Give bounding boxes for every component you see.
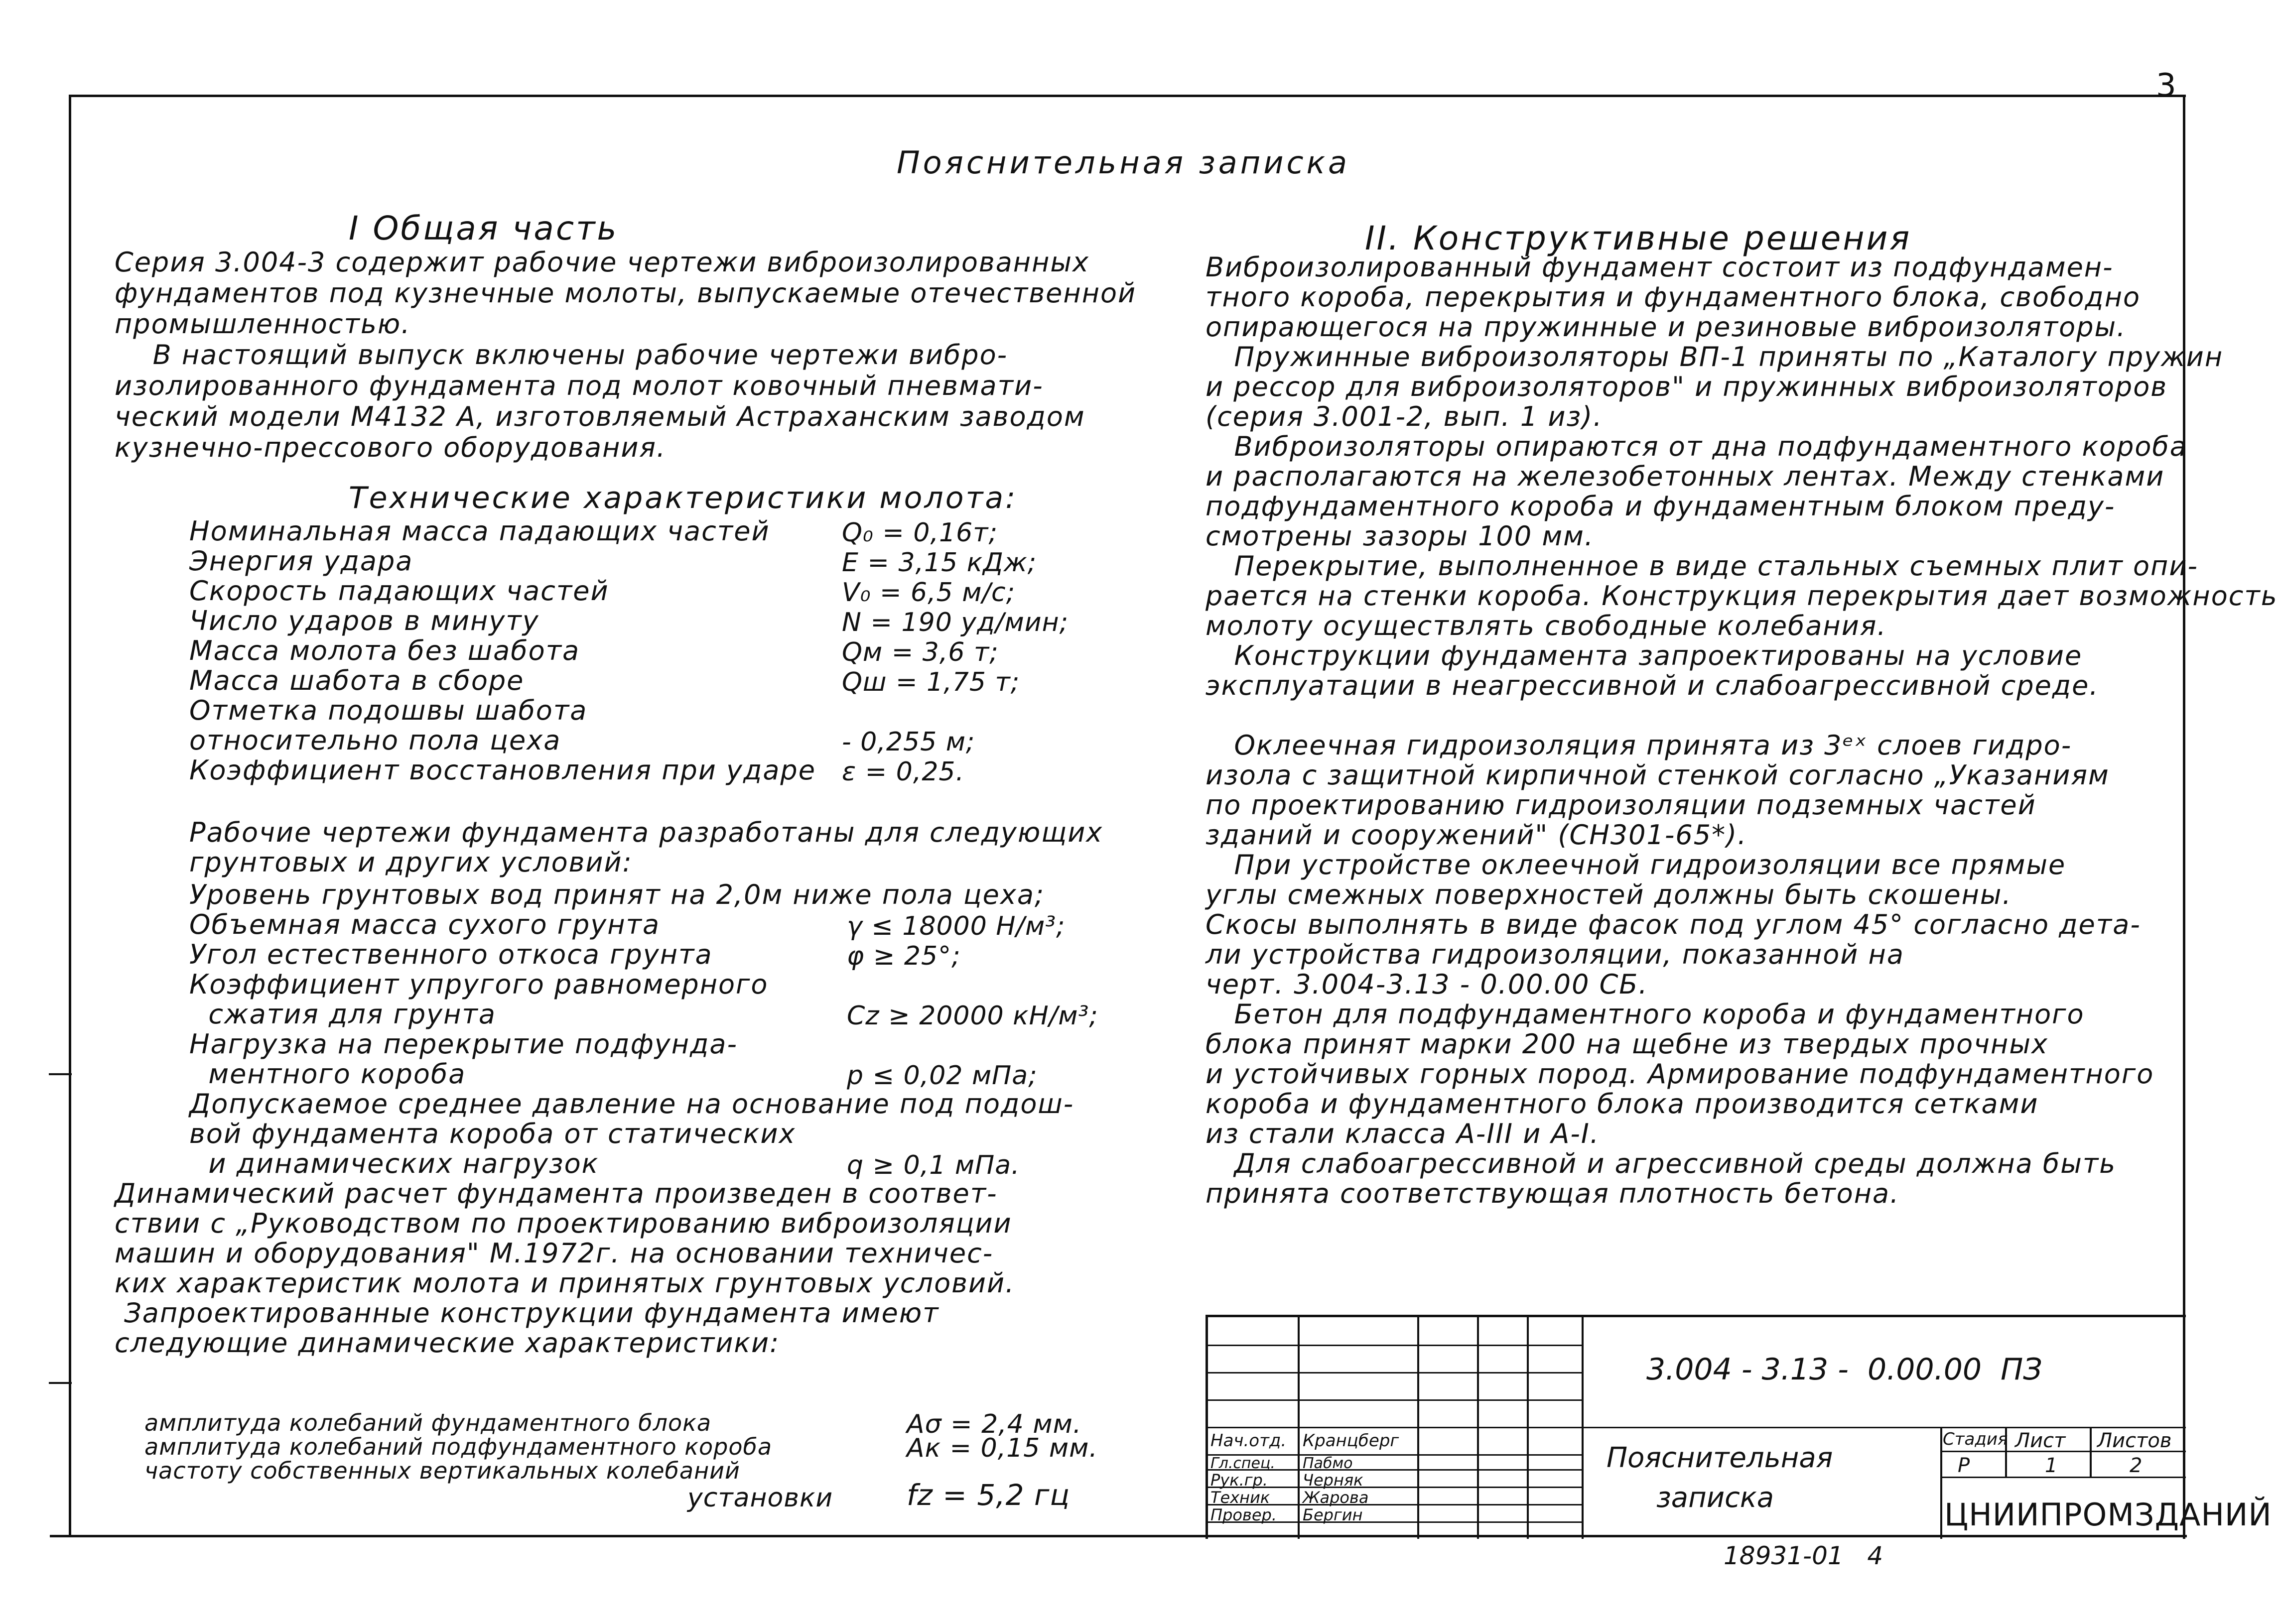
condition-row-label: Допускаемое среднее давление на основание под подош-: [189, 1088, 1074, 1120]
dynamic-text-line: следующие динамические характеристики:: [115, 1327, 780, 1359]
section-heading-general: I Общая часть: [349, 209, 619, 248]
doc-name: Пояснительная: [1607, 1442, 1833, 1474]
tech-heading: Технические характеристики молота:: [349, 481, 1018, 515]
section-heading-design: II. Конструктивные решения: [1365, 219, 1912, 257]
role: Рук.гр.: [1210, 1471, 1268, 1490]
design-line: Для слабоагрессивной и агрессивной среды должна быть: [1206, 1148, 2117, 1179]
sheets-value: 2: [2130, 1454, 2143, 1477]
role: Техник: [1210, 1488, 1270, 1507]
tech-row-value: Qш = 1,75 т;: [842, 667, 1020, 697]
dynamic-text-line: ствии с „Руководством по проектированию виброизоляции: [115, 1208, 1012, 1239]
page-title: Пояснительная записка: [897, 144, 1350, 181]
footer-code: 18931-01 4: [1724, 1541, 1883, 1570]
organization: ЦНИИПРОМЗДАНИЙ: [1944, 1497, 2272, 1533]
design-line: Пружинные виброизоляторы ВП-1 приняты по „Каталогу пружин: [1206, 341, 2224, 373]
design-line: Оклеечная гидроизоляция принята из 3ᵉˣ слоев гидро-: [1206, 730, 2072, 761]
margin-tick: [49, 1382, 72, 1384]
design-line: по проектированию гидроизоляции подземных частей: [1206, 789, 2036, 821]
intro-line: кузнечно-прессового оборудования.: [115, 432, 667, 463]
design-line: ли устройства гидроизоляции, показанной на: [1206, 939, 1904, 970]
condition-row-label: и динамических нагрузок: [189, 1148, 599, 1179]
dynamic-row-label: частоту собственных вертикальных колебаний: [144, 1457, 740, 1484]
tech-row-label: Отметка подошвы шабота: [189, 695, 588, 726]
tech-row-value: E = 3,15 кДж;: [842, 548, 1037, 578]
dynamic-text-line: Запроектированные конструкции фундамента имеют: [115, 1297, 939, 1329]
design-line: короба и фундаментного блока производится сетками: [1206, 1088, 2039, 1120]
design-line: углы смежных поверхностей должны быть скошены.: [1206, 879, 2012, 910]
dynamic-text-line: машин и оборудования" М.1972г. на основании техничес-: [115, 1238, 994, 1269]
design-line: из стали класса А-III и А-I.: [1206, 1118, 1600, 1149]
design-line: и рессор для виброизоляторов" и пружинных виброизоляторов: [1206, 371, 2168, 402]
doc-code: 3.004 - 3.13 - 0.00.00 ПЗ: [1646, 1352, 2042, 1387]
design-line: Виброизоляторы опираются от дна подфундаментного короба: [1206, 431, 2187, 462]
design-line: рается на стенки короба. Конструкция перекрытия дает возможность: [1206, 580, 2278, 612]
condition-row-value: p ≤ 0,02 мПа;: [847, 1061, 1038, 1091]
signer-name: Пабмо: [1303, 1455, 1353, 1472]
signer-name: Жарова: [1303, 1488, 1369, 1507]
tech-row-label: относительно пола цеха: [189, 725, 561, 756]
tech-row-label: Энергия удара: [189, 545, 413, 577]
sheet-label: Лист: [2015, 1429, 2066, 1452]
condition-row-value: Cz ≥ 20000 кН/м³;: [847, 1001, 1098, 1031]
dynamic-row-label: амплитуда колебаний подфундаментного короба: [144, 1433, 773, 1460]
dynamic-text-line: ких характеристик молота и принятых грунтовых условий.: [115, 1267, 1015, 1299]
tech-row-label: Номинальная масса падающих частей: [189, 515, 770, 547]
role: Провер.: [1210, 1505, 1277, 1524]
design-line: Скосы выполнять в виде фасок под углом 45° согласно дета-: [1206, 909, 2141, 940]
condition-row-label: сжатия для грунта: [189, 999, 496, 1030]
design-line: блока принят марки 200 на щебне из твердых прочных: [1206, 1028, 2048, 1060]
design-line: и располагаются на железобетонных лентах. Между стенками: [1206, 461, 2165, 492]
sheets-label: Листов: [2097, 1429, 2172, 1452]
tech-row-label: Масса молота без шабота: [189, 635, 580, 666]
condition-row-label: Коэффициент упругого равномерного: [189, 969, 769, 1000]
intro-line: фундаментов под кузнечные молоты, выпускаемые отечественной: [115, 277, 1137, 309]
intro-line: ческий модели М4132 А, изготовляемый Астраханским заводом: [115, 401, 1085, 432]
conditions-intro-line: Рабочие чертежи фундамента разработаны для следующих: [189, 817, 1103, 848]
dynamic-text-line: Динамический расчет фундамента произведен в соответ-: [115, 1178, 998, 1209]
design-line: принята соответствующая плотность бетона.: [1206, 1178, 1900, 1209]
condition-row-label: Нагрузка на перекрытие подфунда-: [189, 1028, 738, 1060]
design-line: подфундаментного короба и фундаментным блоком преду-: [1206, 491, 2116, 522]
intro-line: промышленностью.: [115, 308, 411, 340]
tech-row-label: Коэффициент восстановления при ударе: [189, 754, 816, 786]
signer-name: Бергин: [1303, 1505, 1363, 1524]
sheet-value: 1: [2045, 1454, 2058, 1477]
intro-line: изолированного фундамента под молот ковочный пневмати-: [115, 370, 1044, 401]
condition-row-value: γ ≤ 18000 Н/м³;: [847, 911, 1066, 941]
intro-line: Серия 3.004-3 содержит рабочие чертежи виброизолированных: [115, 247, 1089, 278]
dynamic-row-value: Aк = 0,15 мм.: [907, 1433, 1098, 1463]
conditions-intro-line: грунтовых и других условий:: [189, 847, 633, 878]
role: Нач.отд.: [1210, 1431, 1287, 1451]
design-line: опирающегося на пружинные и резиновые виброизоляторы.: [1206, 311, 2127, 343]
stage-value: Р: [1958, 1454, 1970, 1477]
design-line: При устройстве оклеечной гидроизоляции все прямые: [1206, 849, 2066, 880]
design-line: Виброизолированный фундамент состоит из подфундамен-: [1206, 251, 2114, 283]
dynamic-row-label: установки: [687, 1483, 833, 1513]
margin-tick: [49, 1073, 72, 1075]
tech-row-value: N = 190 уд/мин;: [842, 608, 1069, 637]
title-block: [1206, 1315, 2272, 1539]
condition-row-value: q ≥ 0,1 мПа.: [847, 1150, 1020, 1180]
tech-row-label: Число ударов в минуту: [189, 605, 539, 636]
condition-row-label: Объемная масса сухого грунта: [189, 909, 661, 940]
condition-row-label: вой фундамента короба от статических: [189, 1118, 796, 1149]
condition-row-label: ментного короба: [189, 1058, 466, 1090]
design-line: молоту осуществлять свободные колебания.: [1206, 610, 1887, 641]
tech-row-value: V₀ = 6,5 м/с;: [842, 578, 1016, 608]
design-line: зданий и сооружений" (СН301-65*).: [1206, 819, 1747, 851]
condition-row-label: Уровень грунтовых вод принят на 2,0м ниже пола цеха;: [189, 879, 1045, 910]
tech-row-label: Масса шабота в сборе: [189, 665, 525, 696]
design-line: смотрены зазоры 100 мм.: [1206, 520, 1595, 552]
design-line: Бетон для подфундаментного короба и фундаментного: [1206, 999, 2085, 1030]
tech-row-value: ε = 0,25.: [842, 757, 965, 787]
signer-name: Кранцберг: [1303, 1431, 1399, 1451]
dynamic-row-value: Aσ = 2,4 мм.: [907, 1409, 1082, 1439]
page-number: 3: [2156, 67, 2176, 104]
design-line: Перекрытие, выполненное в виде стальных съемных плит опи-: [1206, 550, 2198, 582]
condition-row-label: Угол естественного откоса грунта: [189, 939, 713, 970]
doc-name-2: записка: [1656, 1482, 1774, 1514]
tech-row-value: - 0,255 м;: [842, 727, 975, 757]
tech-row-value: Qм = 3,6 т;: [842, 637, 999, 667]
signer-name: Черняк: [1303, 1471, 1363, 1490]
design-line: тного короба, перекрытия и фундаментного блока, свободно: [1206, 281, 2141, 313]
dynamic-row-label: амплитуда колебаний фундаментного блока: [144, 1409, 712, 1436]
intro-line: В настоящий выпуск включены рабочие чертежи вибро-: [115, 339, 1008, 371]
design-line: и устойчивых горных пород. Армирование подфундаментного: [1206, 1058, 2154, 1090]
tech-row-value: Q₀ = 0,16т;: [842, 518, 998, 548]
design-line: изола с защитной кирпичной стенкой согласно „Указаниям: [1206, 759, 2110, 791]
design-line: (серия 3.001-2, вып. 1 из).: [1206, 401, 1603, 432]
dynamic-row-value: fz = 5,2 гц: [907, 1478, 1070, 1512]
role: Гл.спец.: [1210, 1455, 1275, 1472]
design-line: эксплуатации в неагрессивной и слабоагрессивной среде.: [1206, 670, 2099, 701]
tech-row-label: Скорость падающих частей: [189, 575, 609, 607]
design-line: Конструкции фундамента запроектированы на условие: [1206, 640, 2083, 671]
stage-label: Стадия: [1943, 1429, 2008, 1449]
condition-row-value: φ ≥ 25°;: [847, 941, 961, 971]
design-line: черт. 3.004-3.13 - 0.00.00 СБ.: [1206, 969, 1648, 1000]
